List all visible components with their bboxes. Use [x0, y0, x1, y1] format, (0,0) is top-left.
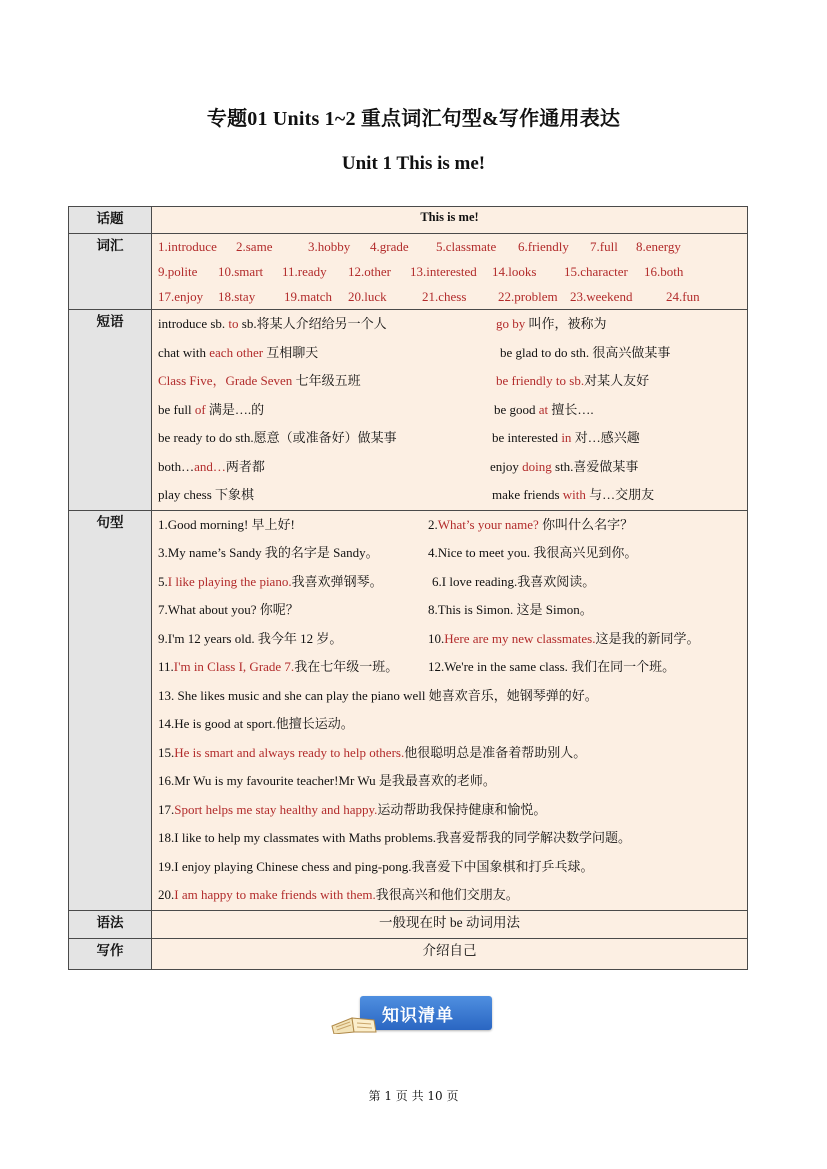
text-run: 与…交朋友 — [585, 487, 655, 502]
text-run: chat with — [158, 344, 210, 360]
vocab-line — [152, 234, 747, 259]
writing-value: 介绍自己 — [422, 942, 477, 958]
label-sentences: 句型 — [69, 510, 152, 910]
text-run: 10. — [428, 630, 445, 646]
row-phrases — [69, 310, 748, 511]
text-run: 运动帮助我保持健康和愉悦。 — [377, 801, 547, 817]
sentence-line-right — [428, 596, 593, 625]
sentence-line-left — [158, 859, 593, 874]
vocab-word: 3.hobby — [308, 239, 351, 254]
document-title: 专题01 Units 1~2 重点词汇句型&写作通用表达 — [206, 108, 621, 130]
sentence-line-right — [432, 568, 595, 597]
phrase-line-right — [500, 339, 670, 368]
sentence-line-left — [158, 802, 546, 817]
phrase-line-right — [496, 310, 607, 339]
sentence-line — [152, 539, 747, 568]
banner-text: 知识清单 — [382, 1006, 454, 1026]
vocab-cell — [152, 234, 748, 310]
text-run: play chess 下象棋 — [158, 487, 255, 502]
sentence-line — [152, 881, 747, 910]
text-run: 20. — [158, 887, 175, 902]
vocab-word: 9.polite — [158, 264, 198, 279]
phrase-line-left — [158, 487, 254, 502]
text-run: 对某人友好 — [584, 373, 650, 388]
phrase-line — [152, 310, 747, 339]
vocab-word: 18.stay — [218, 289, 256, 304]
text-run: be full — [158, 401, 195, 417]
vocab-word: 11.ready — [282, 264, 327, 279]
phrase-line-left — [158, 459, 265, 474]
label-grammar: 语法 — [69, 910, 152, 938]
sentence-line-right — [428, 653, 675, 682]
vocab-word: 22.problem — [498, 289, 558, 304]
text-run: 我很高兴和他们交朋友。 — [375, 887, 519, 902]
text-run: 满是….的 — [205, 401, 265, 417]
sentence-line — [152, 625, 747, 654]
text-run: 16.Mr Wu is my favourite teacher!Mr Wu 是我最喜欢的老师。 — [158, 773, 496, 788]
sentence-line-left — [158, 716, 354, 731]
text-run: be glad to do sth. 很高兴做某事 — [500, 344, 671, 360]
phrase-line — [152, 396, 747, 425]
label-writing: 写作 — [69, 938, 152, 969]
phrase-line-left — [158, 345, 318, 360]
sentence-line — [152, 767, 747, 796]
text-run: 15. — [158, 744, 175, 760]
phrase-line-left — [158, 430, 397, 445]
phrase-line-left — [158, 402, 264, 417]
sentence-line-left — [158, 574, 383, 589]
phrase-line — [152, 481, 747, 510]
text-run: 3.My name’s Sandy 我的名字是 Sandy。 — [158, 545, 379, 560]
phrase-line-right — [492, 424, 640, 453]
sentence-line — [152, 824, 747, 853]
text-run: to — [228, 316, 239, 331]
text-run: 5. — [158, 573, 168, 589]
text-run: 18.I like to help my classmates with Maths problems.我喜爱帮我的同学解决数学问题。 — [158, 830, 632, 845]
phrase-line-left — [158, 316, 387, 331]
page-footer: 第 1 页 共 10 页 — [368, 1089, 459, 1103]
sentence-line-left — [158, 659, 398, 674]
text-run: be good — [494, 401, 539, 417]
book-icon — [330, 1004, 378, 1034]
sentence-line-left — [158, 745, 586, 760]
sentence-line — [152, 653, 747, 682]
vocab-word: 4.grade — [370, 239, 409, 254]
row-writing — [69, 938, 748, 969]
vocab-word: 13.interested — [410, 264, 477, 279]
text-run: both… — [158, 458, 195, 474]
vocab-line — [152, 259, 747, 284]
sentence-line-left — [158, 517, 295, 532]
text-run: with — [562, 487, 586, 502]
phrase-line — [152, 339, 747, 368]
unit-title: Unit 1 This is me! — [341, 153, 486, 174]
text-run: sb.将某人介绍给另一个人 — [238, 316, 387, 331]
sentence-line — [152, 682, 747, 711]
row-vocab — [69, 234, 748, 310]
vocab-word: 19.match — [284, 289, 333, 304]
sentence-line-left — [158, 887, 519, 902]
sentence-line-left — [158, 773, 496, 788]
text-run: 14.He is good at sport.他擅长运动。 — [158, 716, 354, 731]
text-run: 17. — [158, 801, 175, 817]
phrases-cell — [152, 310, 748, 511]
text-run: 11. — [158, 659, 174, 674]
sentence-line — [152, 853, 747, 882]
text-run: 7.What about you? 你呢？ — [158, 602, 299, 617]
text-run: 8.This is Simon. 这是 Simon。 — [428, 602, 593, 617]
text-run: in — [561, 430, 572, 445]
text-run: I'm in Class I, Grade 7. — [173, 659, 295, 674]
text-run: of — [194, 401, 206, 417]
vocab-word: 12.other — [348, 264, 391, 279]
text-run: He is smart and always ready to help others. — [174, 744, 405, 760]
vocab-word: 21.chess — [422, 289, 467, 304]
vocab-word: 14.looks — [492, 264, 537, 279]
text-run: I like playing the piano. — [167, 573, 292, 589]
text-run: sth.喜爱做某事 — [551, 458, 639, 474]
text-run: 这是我的新同学。 — [595, 630, 700, 646]
sentence-line-right — [428, 539, 637, 568]
text-run: 两者都 — [225, 458, 265, 474]
phrase-line — [152, 424, 747, 453]
vocab-word: 7.full — [590, 239, 618, 254]
sentence-line-right — [428, 511, 633, 540]
vocab-word: 16.both — [644, 264, 684, 279]
text-run: doing — [522, 458, 552, 474]
text-run: 七年级五班 — [292, 373, 361, 388]
label-phrases: 短语 — [69, 310, 152, 511]
text-run: at — [538, 401, 549, 417]
text-run: enjoy — [490, 458, 523, 474]
text-run: go by — [496, 316, 526, 331]
text-run: Class Five，Grade Seven — [158, 373, 293, 388]
label-vocab: 词汇 — [69, 234, 152, 310]
text-run: 1.Good morning! 早上好! — [158, 516, 295, 532]
summary-table — [68, 206, 748, 970]
phrase-line-left — [158, 373, 361, 388]
phrase-line-right — [492, 481, 654, 510]
grammar-value: 一般现在时 be 动词用法 — [379, 914, 520, 930]
text-run: 我在七年级一班。 — [294, 659, 399, 674]
vocab-line — [152, 284, 747, 309]
sentence-line-left — [158, 545, 379, 560]
text-run: 19.I enjoy playing Chinese chess and ping-pong.我喜爱下中国象棋和打乒乓球。 — [158, 858, 594, 874]
text-run: each other — [209, 344, 264, 360]
phrase-line — [152, 453, 747, 482]
vocab-word: 15.character — [564, 264, 628, 279]
sentence-line — [152, 568, 747, 597]
text-run: 擅长…. — [548, 401, 594, 417]
vocab-word: 17.enjoy — [158, 289, 204, 304]
sentence-line-right — [428, 625, 700, 654]
text-run: make friends — [492, 487, 563, 502]
sentence-line-left — [158, 602, 299, 617]
vocab-word: 20.luck — [348, 289, 387, 304]
text-run: 9.I'm 12 years old. 我今年 12 岁。 — [158, 630, 343, 646]
text-run: be interested — [492, 430, 562, 445]
sentence-line — [152, 796, 747, 825]
sentence-line-left — [158, 631, 342, 646]
text-run: 2. — [428, 516, 438, 532]
text-run: What’s your name? — [437, 516, 539, 532]
sentence-line — [152, 596, 747, 625]
vocab-word: 2.same — [236, 239, 273, 254]
vocab-word: 23.weekend — [570, 289, 633, 304]
text-run: 对…感兴趣 — [571, 430, 640, 445]
phrase-line-right — [496, 367, 649, 396]
vocab-word: 5.classmate — [436, 239, 497, 254]
sentence-line-left — [158, 830, 631, 845]
topic-value: This is me! — [420, 210, 479, 224]
phrase-line-right — [490, 453, 638, 482]
sentences-cell — [152, 510, 748, 910]
label-topic: 话题 — [69, 207, 152, 234]
knowledge-banner — [330, 994, 495, 1034]
text-run: 12.We're in the same class. 我们在同一个班。 — [428, 659, 676, 674]
vocab-word: 10.smart — [218, 264, 264, 279]
text-run: 13. She likes music and she can play the piano well 她喜欢音乐，她钢琴弹的好。 — [158, 687, 598, 703]
row-sentences — [69, 510, 748, 910]
vocab-word: 24.fun — [666, 289, 700, 304]
row-topic — [69, 207, 748, 234]
text-run: 4.Nice to meet you. 我很高兴见到你。 — [428, 545, 638, 560]
text-run: introduce sb. — [158, 316, 229, 331]
vocab-word: 1.introduce — [158, 239, 217, 254]
text-run: 我喜欢弹钢琴。 — [291, 573, 383, 589]
phrase-line-right — [494, 396, 594, 425]
text-run: and… — [194, 458, 226, 474]
text-run: be friendly to sb. — [496, 373, 585, 388]
text-run: 叫作，被称为 — [525, 316, 607, 331]
phrase-line — [152, 367, 747, 396]
vocab-word: 8.energy — [636, 239, 681, 254]
text-run: be ready to do sth.愿意（或准备好）做某事 — [158, 430, 397, 445]
row-grammar — [69, 910, 748, 938]
text-run: Sport helps me stay healthy and happy. — [174, 801, 378, 817]
text-run: 6.I love reading.我喜欢阅读。 — [432, 573, 596, 589]
text-run: Here are my new classmates. — [444, 630, 596, 646]
text-run: 他很聪明总是准备着帮助别人。 — [404, 744, 587, 760]
sentence-line — [152, 739, 747, 768]
text-run: 互相聊天 — [263, 344, 319, 360]
text-run: I am happy to make friends with them. — [174, 887, 376, 902]
sentence-line — [152, 511, 747, 540]
sentence-line — [152, 710, 747, 739]
vocab-word: 6.friendly — [518, 239, 569, 254]
text-run: 你叫什么名字？ — [538, 516, 634, 532]
sentence-line-left — [158, 688, 598, 703]
